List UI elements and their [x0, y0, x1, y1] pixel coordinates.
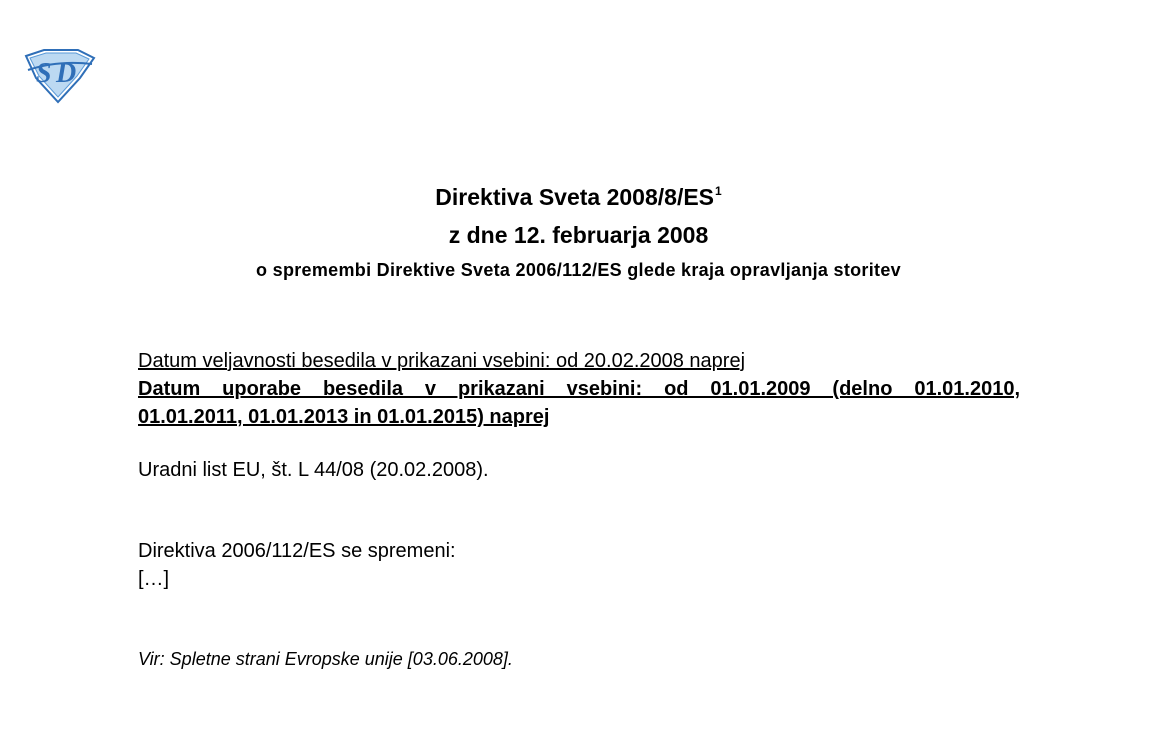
application-line-2: 01.01.2011, 01.01.2013 in 01.01.2015) naprej	[138, 406, 550, 428]
svg-text:S: S	[36, 58, 52, 89]
document-title	[0, 172, 1157, 216]
application-line-1: Datum uporabe besedila v prikazani vsebini: od 01.01.2009 (delno 01.01.2010,	[138, 378, 1020, 400]
document-date: z dne 12. februarja 2008	[448, 222, 709, 248]
application-date-text	[138, 375, 1020, 431]
title-text: Direktiva Sveta 2008/8/ES	[435, 184, 715, 210]
svg-text:D: D	[56, 58, 77, 89]
document-header	[0, 172, 1157, 286]
official-journal-reference: Uradni list EU, št. L 44/08 (20.02.2008).	[138, 459, 489, 481]
omitted-content-marker: […]	[138, 568, 170, 590]
sd-shield-logo-icon	[22, 48, 96, 104]
source-note: Vir: Spletne strani Evropske unije [03.06.2008].	[138, 649, 513, 669]
document-subtitle: o spremembi Direktive Sveta 2006/112/ES glede kraja opravljanja storitev	[256, 260, 901, 280]
amendment-statement: Direktiva 2006/112/ES se spremeni:	[138, 540, 456, 562]
validity-date-text: Datum veljavnosti besedila v prikazani vsebini: od 20.02.2008 naprej	[138, 350, 746, 372]
footnote-mark[interactable]: 1	[715, 184, 722, 198]
